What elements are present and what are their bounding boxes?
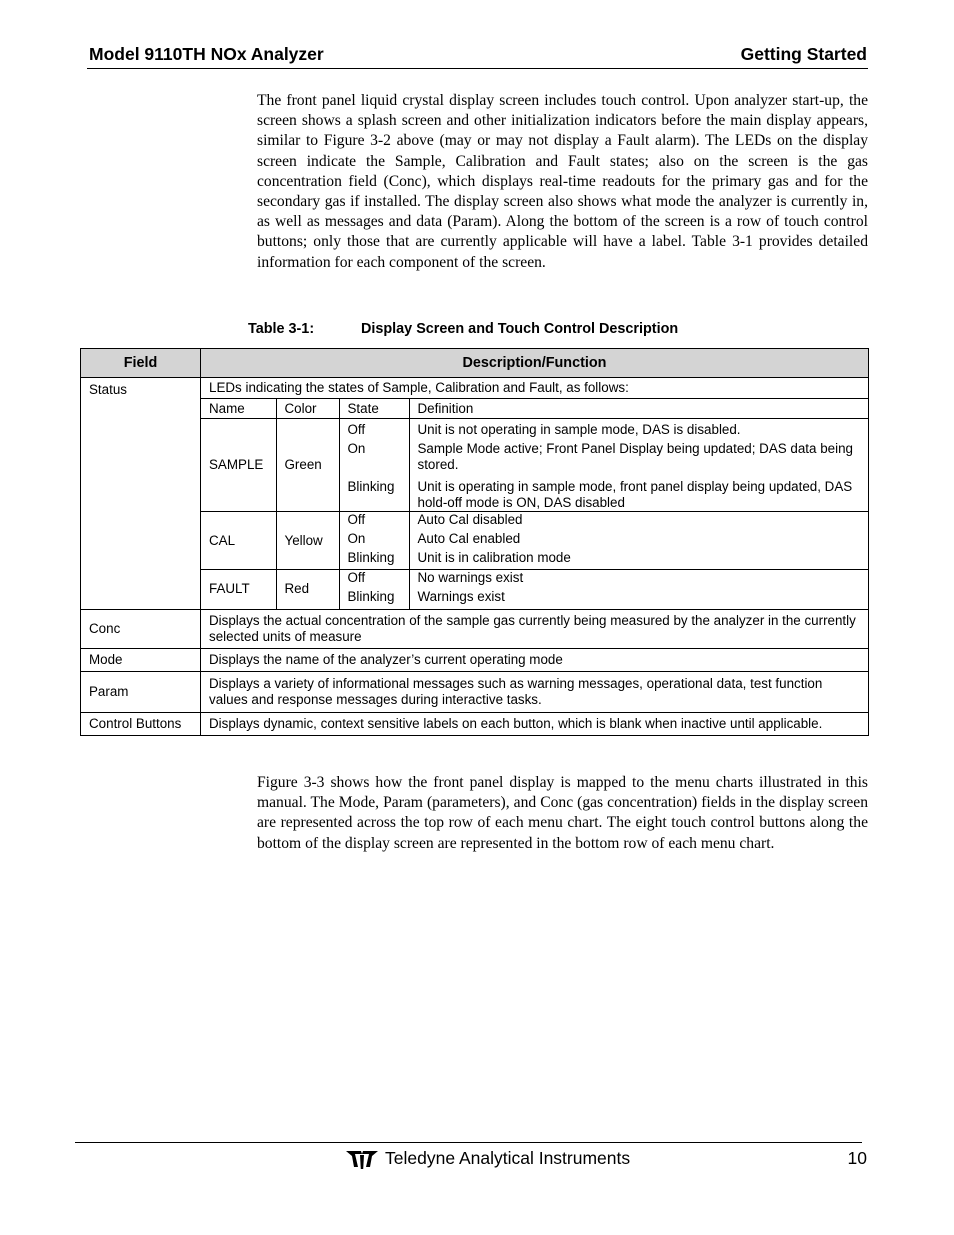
table-row-mode [81, 648, 869, 671]
definition-blinking: Unit is operating in sample mode, front panel display being updated, DAS hold-off mode is ON, DAS disabled [417, 479, 853, 510]
table-header-row [81, 349, 869, 378]
mapping-paragraph: Figure 3-3 shows how the front panel display is mapped to the menu charts illustrated in this manual. The Mode, Param (parameters), and Conc (gas concentration) fields in the display screen are represented across the top row of each menu chart. The eight touch control buttons along the bottom of the display screen are represented in the bottom row of each menu chart. [257, 774, 868, 852]
led-header-color: Color [276, 399, 339, 419]
state-off: Off [347, 422, 366, 437]
led-name-sample: SAMPLE [201, 419, 276, 512]
field-conc: Conc [81, 609, 201, 648]
led-row-sample [201, 419, 868, 512]
led-definitions-sample [409, 419, 868, 512]
led-definitions-cal [409, 512, 868, 570]
led-header-definition: Definition [409, 399, 868, 419]
led-row-fault [201, 570, 868, 609]
state-blinking: Blinking [347, 589, 395, 605]
state-off: Off [347, 512, 366, 527]
definition-blinking: Warnings exist [417, 589, 505, 605]
definition-off: No warnings exist [417, 570, 524, 586]
field-status: Status [81, 378, 201, 610]
led-states-sample [339, 419, 409, 512]
led-row-cal [201, 512, 868, 570]
state-off: Off [347, 570, 366, 586]
intro-paragraph: The front panel liquid crystal display screen includes touch control. Upon analyzer start-up, the screen shows a splash screen and other initialization indicators before the main display appears, similar to Figure 3-2 above (may or may not display a Fault alarm). The LEDs on the display screen indicate the Sample, Calibration and Fault states; also on the screen is the gas concentration field (Conc), which displays real-time readouts for the primary gas and for the secondary gas if installed. The display screen also shows what mode the analyzer is currently in, as well as messages and data (Param). Along the bottom of the screen is a row of touch control buttons; only those that are currently applicable will have a label. Table 3-1 provides detailed information for each component of the screen. [257, 92, 868, 271]
footer-rule [75, 1142, 862, 1143]
description-mode: Displays the name of the analyzer’s current operating mode [201, 648, 869, 671]
led-header-state: State [339, 399, 409, 419]
led-color-fault: Red [276, 570, 339, 609]
status-description-cell [201, 378, 869, 610]
state-blinking: Blinking [347, 479, 395, 494]
led-header-name: Name [201, 399, 276, 419]
table-row-conc [81, 609, 869, 648]
led-name-fault: FAULT [201, 570, 276, 609]
led-name-cal: CAL [201, 512, 276, 570]
field-control-buttons: Control Buttons [81, 712, 201, 735]
header-rule [87, 68, 868, 69]
led-color-sample: Green [276, 419, 339, 512]
led-states-cal [339, 512, 409, 570]
led-definitions-fault [409, 570, 868, 609]
header-section: Getting Started [740, 44, 867, 64]
led-states-fault [339, 570, 409, 609]
column-header-field: Field [81, 349, 201, 378]
definition-off: Auto Cal disabled [417, 512, 523, 527]
teledyne-logo-icon [345, 1148, 379, 1170]
description-conc: Displays the actual concentration of the sample gas currently being measured by the analyzer in the currently selected units of measure [201, 609, 869, 648]
table-caption-number: Table 3-1: [248, 321, 315, 337]
display-description-table [80, 348, 869, 736]
table-row-param [81, 671, 869, 712]
definition-blinking: Unit is in calibration mode [417, 550, 571, 565]
page-number: 10 [847, 1148, 867, 1168]
state-blinking: Blinking [347, 550, 395, 565]
field-mode: Mode [81, 648, 201, 671]
led-color-cal: Yellow [276, 512, 339, 570]
table-row-control-buttons [81, 712, 869, 735]
definition-on: Sample Mode active; Front Panel Display being updated; DAS data being stored. [417, 441, 853, 472]
header-title: Model 9110TH NOx Analyzer [89, 44, 324, 64]
state-on: On [347, 441, 366, 456]
field-param: Param [81, 671, 201, 712]
led-header-row [201, 399, 868, 419]
table-caption-title: Display Screen and Touch Control Description [361, 321, 679, 337]
table-row-status [81, 378, 869, 610]
state-on: On [347, 531, 366, 546]
footer-company: Teledyne Analytical Instruments [385, 1148, 631, 1168]
led-states-table [201, 398, 868, 609]
column-header-description: Description/Function [201, 349, 869, 378]
definition-off: Unit is not operating in sample mode, DAS is disabled. [417, 422, 741, 437]
description-param: Displays a variety of informational messages such as warning messages, operational data, test function values and response messages during interactive tasks. [201, 671, 869, 712]
status-intro: LEDs indicating the states of Sample, Calibration and Fault, as follows: [209, 380, 629, 395]
description-control-buttons: Displays dynamic, context sensitive labels on each button, which is blank when inactive until applicable. [201, 712, 869, 735]
definition-on: Auto Cal enabled [417, 531, 521, 546]
